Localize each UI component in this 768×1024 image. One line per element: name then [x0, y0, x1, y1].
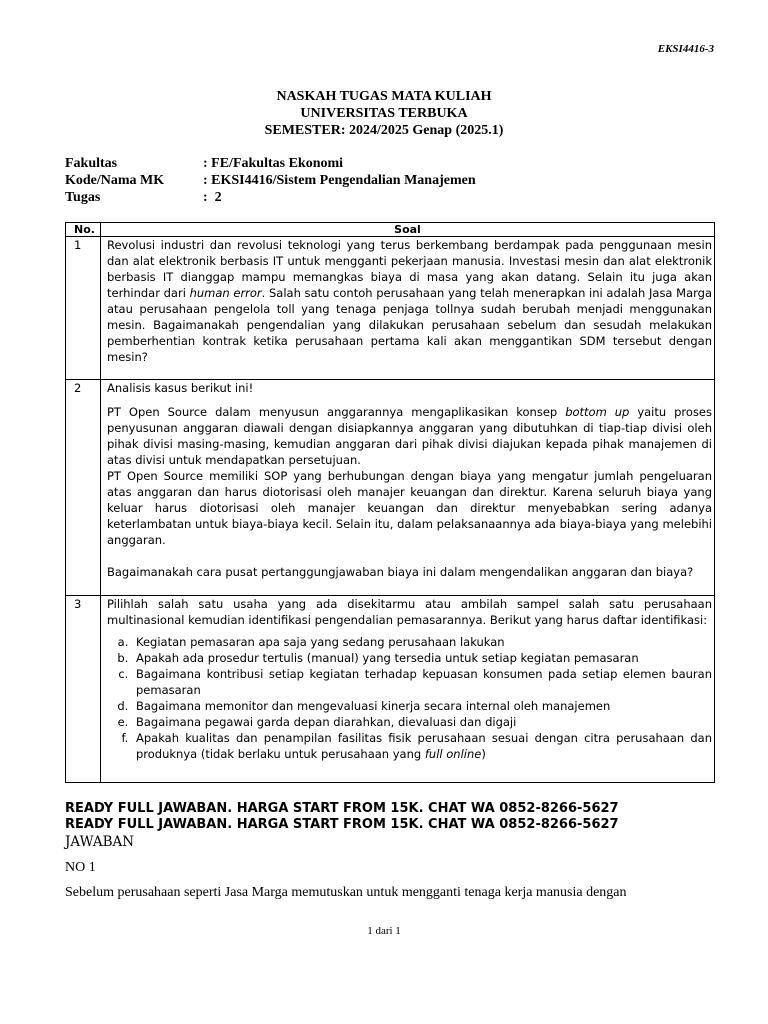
- q1-italic-term: human error: [189, 286, 262, 300]
- table-row: [66, 237, 715, 380]
- list-item: e. Bagaimana pegawai garda depan diarahkan, dievaluasi dan digaji: [132, 714, 712, 730]
- question-2-intro: Analisis kasus berikut ini!: [107, 381, 254, 395]
- q2-text-part: yaitu proses penyusunan anggaran diawali dengan disiapkannya anggaran yang dibutuhkan di tiap-tiap divisi oleh pihak divisi masing-masing, kemudian anggaran dari pihak divisi diajukan kepada pihak manajemen di atas divisi untuk mendapatkan persetujuan.: [107, 405, 713, 467]
- item-f-italic-term: full online: [424, 747, 482, 761]
- table-row: [66, 380, 715, 596]
- title-line-1: NASKAH TUGAS MATA KULIAH: [276, 89, 492, 104]
- document-code: EKSI4416-3: [657, 43, 714, 55]
- course-meta: [65, 155, 476, 206]
- mk-value: : EKSI4416/Sistem Pengendalian Manajemen: [203, 173, 476, 188]
- q1-text-part: . Salah satu contoh perusahaan yang telah menerapkan ini adalah Jasa Marga atau perusahaan pengelola toll yang tenaga penjaga tollnya sudah berubah menjadi menggunakan mesin. Bagaimanakah pengendalian yang dilakukan perusahaan sebelum dan sesudah melakukan pemberhentian kontrak ketika perusahaan pertama kali akan menggantikan SDM tersebut dengan mesin?: [107, 286, 712, 364]
- title-line-2: UNIVERSITAS TERBUKA: [300, 106, 468, 121]
- column-header-soal: Soal: [101, 223, 715, 237]
- q1-text-part: Revolusi industri dan revolusi teknologi yang terus berkembang berdampak pada penggunaan mesin dan alat elektronik berbasis IT untuk mengganti pekerjaan manusia. Investasi mesin dan alat elektronik berbasis IT dianggap mampu memangkas biaya di masa yang akan datang. Selain itu juga akan terhindar dari: [107, 238, 712, 300]
- tugas-label: Tugas: [65, 190, 101, 205]
- question-cell-3: [101, 596, 715, 783]
- meta-row-fakultas: [65, 155, 476, 172]
- promo-line-2: READY FULL JAWABAN. HARGA START FROM 15K. CHAT WA 0852-8266-5627: [65, 817, 619, 832]
- mk-label: Kode/Nama MK: [65, 173, 165, 188]
- list-item: a. Kegiatan pemasaran apa saja yang sedang perusahaan lakukan: [132, 634, 712, 650]
- question-2-paragraph-1: [107, 404, 712, 468]
- list-item: [132, 730, 712, 762]
- question-cell-2: [101, 380, 715, 596]
- tugas-value: : 2: [203, 190, 222, 205]
- answer-text: Sebelum perusahaan seperti Jasa Marga memutuskan untuk mengganti tenaga kerja manusia dengan: [65, 885, 627, 900]
- tugas-number: 2: [214, 190, 222, 205]
- question-cell-1: [101, 237, 715, 380]
- table-row: [66, 596, 715, 783]
- meta-row-mk: [65, 172, 476, 189]
- identification-list: [107, 634, 712, 762]
- question-3-intro: Pilihlah salah satu usaha yang ada disekitarmu atau ambilah sampel salah satu perusahaan multinasional kemudian identifikasi pengendalian pemasarannya. Berikut yang harus daftar identifikasi:: [107, 597, 712, 627]
- meta-row-tugas: [65, 189, 476, 206]
- question-table: [65, 222, 715, 783]
- question-number: 2: [66, 380, 101, 596]
- document-title: [0, 88, 768, 139]
- question-number: 3: [66, 596, 101, 783]
- fakultas-value: : FE/Fakultas Ekonomi: [203, 156, 344, 171]
- question-2-question: Bagaimanakah cara pusat pertanggungjawaban biaya ini dalam mengendalikan anggaran dan biaya?: [107, 565, 694, 579]
- promo-line-1: READY FULL JAWABAN. HARGA START FROM 15K. CHAT WA 0852-8266-5627: [65, 801, 619, 816]
- promo-banner: [65, 801, 619, 833]
- item-f-text-part: ): [481, 747, 486, 761]
- list-item: b. Apakah ada prosedur tertulis (manual) yang tersedia untuk setiap kegiatan pemasaran: [132, 650, 712, 666]
- answer-heading: JAWABAN: [65, 834, 135, 850]
- table-header-row: [66, 223, 715, 237]
- list-item: d. Bagaimana memonitor dan mengevaluasi kinerja secara internal oleh manajemen: [132, 698, 712, 714]
- q2-text-part: PT Open Source dalam menyusun anggarannya mengaplikasikan konsep: [107, 405, 566, 419]
- q2-italic-term: bottom up: [565, 405, 630, 419]
- answer-number: NO 1: [65, 860, 96, 875]
- question-1-text: [107, 237, 712, 365]
- title-line-3: SEMESTER: 2024/2025 Genap (2025.1): [264, 123, 504, 138]
- column-header-no: No.: [66, 223, 101, 237]
- list-item: c. Bagaimana kontribusi setiap kegiatan terhadap kepuasan konsumen pada setiap elemen bauran pemasaran: [132, 666, 712, 698]
- page-number: 1 dari 1: [367, 925, 401, 937]
- fakultas-label: Fakultas: [65, 156, 118, 171]
- item-f-text-part: Apakah kualitas dan penampilan fasilitas fisik perusahaan sesuai dengan citra perusahaan dan produknya (tidak berlaku untuk perusahaan yang: [136, 731, 712, 761]
- question-number: 1: [66, 237, 101, 380]
- question-2-paragraph-2: PT Open Source memiliki SOP yang berhubungan dengan biaya yang mengatur jumlah pengeluaran atas anggaran dan harus diotorisasi oleh manajer keuangan dan direktur. Karena seluruh biaya yang keluar harus diotorisasi oleh manajer keuangan dan direktur menyebabkan sering adanya keterlambatan untuk biaya-biaya kecil. Selain itu, dalam pelaksanaannya ada biaya-biaya yang melebihi anggaran.: [107, 469, 712, 547]
